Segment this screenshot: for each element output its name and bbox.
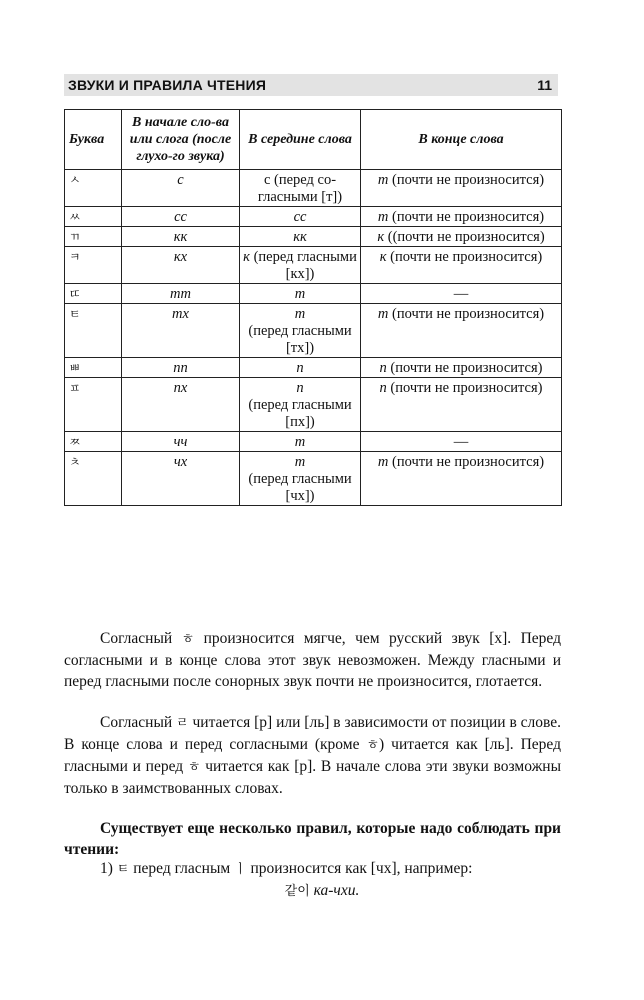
cell-final bbox=[361, 207, 562, 227]
cell-final bbox=[361, 358, 562, 378]
cell-letter: ㄲ bbox=[65, 227, 122, 247]
column-header-initial: В начале сло-ва или слога (после глухо-го звука) bbox=[122, 110, 240, 170]
cell-middle bbox=[240, 432, 361, 452]
cell-middle bbox=[240, 304, 361, 358]
middle-mark: т bbox=[294, 286, 306, 302]
final-text: (почти не произносится) bbox=[388, 306, 545, 322]
cell-middle bbox=[240, 378, 361, 432]
header-title: ЗВУКИ И ПРАВИЛА ЧТЕНИЯ bbox=[68, 77, 267, 93]
final-text: (почти не произносится) bbox=[388, 209, 545, 225]
cell-initial: с bbox=[122, 170, 240, 207]
rules-heading: Существует еще несколько правил, которые надо соблюдать при чтении: bbox=[64, 820, 561, 858]
middle-text: кк bbox=[293, 229, 307, 245]
cell-initial: сс bbox=[122, 207, 240, 227]
cell-initial: пп bbox=[122, 358, 240, 378]
cell-initial: чч bbox=[122, 432, 240, 452]
cell-final bbox=[361, 452, 562, 506]
cell-middle bbox=[240, 284, 361, 304]
hangul-h-glyph: ㅎ bbox=[366, 738, 379, 753]
final-text: (почти не произносится) bbox=[388, 454, 545, 470]
final-mark: т bbox=[377, 306, 389, 322]
middle-text: (перед гласными [кх]) bbox=[249, 249, 357, 282]
cell-final bbox=[361, 227, 562, 247]
paragraph-r-sound: Согласный ㄹ читается [р] или [ль] в зависимости от позиции в слове. В конце слова и перед согласными (кроме ㅎ) читается как [ль]. Перед гласными и перед ㅎ читается как [р]. В начале слова эти звуки возможны только в заимствованных словах. bbox=[64, 714, 562, 797]
middle-text: (перед гласными [пх]) bbox=[248, 397, 352, 430]
column-header-letter: Буква bbox=[65, 110, 122, 170]
middle-text: (перед гласными [чх]) bbox=[248, 471, 352, 504]
final-mark: т bbox=[377, 209, 389, 225]
cell-middle bbox=[240, 207, 361, 227]
cell-final bbox=[361, 304, 562, 358]
middle-mark: т bbox=[294, 454, 306, 470]
column-header-final: В конце слова bbox=[361, 110, 562, 170]
example-line bbox=[0, 880, 644, 900]
final-text: — bbox=[453, 434, 469, 450]
middle-mark: к bbox=[243, 249, 250, 265]
cell-middle bbox=[240, 247, 361, 284]
table-row bbox=[65, 452, 562, 506]
cell-letter: ㄸ bbox=[65, 284, 122, 304]
table-row bbox=[65, 170, 562, 207]
table-row bbox=[65, 358, 562, 378]
page-number: 11 bbox=[537, 77, 552, 93]
cell-letter: ㅍ bbox=[65, 378, 122, 432]
table-row bbox=[65, 207, 562, 227]
cell-final bbox=[361, 378, 562, 432]
final-mark: к bbox=[379, 249, 387, 265]
middle-mark: т bbox=[294, 306, 306, 322]
table-row bbox=[65, 284, 562, 304]
middle-mark: п bbox=[296, 380, 304, 396]
middle-text: с (перед со-гласными [т]) bbox=[257, 172, 343, 205]
cell-letter: ㅋ bbox=[65, 247, 122, 284]
middle-mark: т bbox=[294, 434, 306, 450]
final-text: (почти не произносится) bbox=[386, 380, 543, 396]
middle-text: сс bbox=[293, 209, 307, 225]
final-text: (почти не произносится) bbox=[386, 360, 543, 376]
cell-middle bbox=[240, 170, 361, 207]
cell-middle bbox=[240, 358, 361, 378]
table-row bbox=[65, 304, 562, 358]
final-text: (почти не произносится) bbox=[386, 249, 543, 265]
final-text: (почти не произносится) bbox=[388, 172, 545, 188]
column-header-middle: В середине слова bbox=[240, 110, 361, 170]
cell-initial: чх bbox=[122, 452, 240, 506]
cell-initial: кх bbox=[122, 247, 240, 284]
cell-initial: пх bbox=[122, 378, 240, 432]
cell-letter: ㅅ bbox=[65, 170, 122, 207]
cell-letter: ㅊ bbox=[65, 452, 122, 506]
table-row bbox=[65, 378, 562, 432]
rule-item-1: 1) ㅌ перед гласным ㅣ произносится как [чх], например: bbox=[100, 860, 473, 877]
cell-initial: тт bbox=[122, 284, 240, 304]
cell-initial: тх bbox=[122, 304, 240, 358]
table-header-row bbox=[65, 110, 562, 170]
consonant-table bbox=[64, 109, 562, 506]
cell-letter: ㅌ bbox=[65, 304, 122, 358]
cell-letter: ㅉ bbox=[65, 432, 122, 452]
final-mark: т bbox=[377, 454, 389, 470]
cell-final bbox=[361, 432, 562, 452]
final-mark: т bbox=[377, 172, 389, 188]
cell-middle bbox=[240, 227, 361, 247]
final-text: — bbox=[453, 286, 469, 302]
middle-mark: п bbox=[296, 360, 304, 376]
cell-final bbox=[361, 247, 562, 284]
cell-final bbox=[361, 170, 562, 207]
final-mark: п bbox=[379, 380, 387, 396]
final-text: ((почти не произносится) bbox=[384, 229, 545, 245]
middle-text: (перед гласными [тх]) bbox=[248, 323, 352, 356]
cell-initial: кк bbox=[122, 227, 240, 247]
hangul-r-glyph: ㄹ bbox=[176, 716, 189, 731]
final-mark: к bbox=[377, 229, 385, 245]
table-row bbox=[65, 227, 562, 247]
final-mark: п bbox=[379, 360, 387, 376]
hangul-th-glyph: ㅌ bbox=[116, 862, 130, 877]
paragraph-h-sound: Согласный ㅎ произносится мягче, чем русский звук [х]. Перед согласными и в конце слова этот звук невозможен. Между гласными и перед гласными после сонорных звук почти не произносится, глотается. bbox=[64, 630, 561, 690]
example-reading: ка-чхи. bbox=[313, 882, 360, 899]
example-hangul: 같이 bbox=[284, 884, 310, 899]
hangul-h-glyph: ㅎ bbox=[187, 760, 201, 775]
cell-letter: ㅆ bbox=[65, 207, 122, 227]
hangul-i-glyph: ㅣ bbox=[234, 862, 247, 877]
running-header bbox=[64, 74, 558, 96]
cell-letter: ㅃ bbox=[65, 358, 122, 378]
table-row bbox=[65, 432, 562, 452]
cell-middle bbox=[240, 452, 361, 506]
cell-final bbox=[361, 284, 562, 304]
hangul-h-glyph: ㅎ bbox=[181, 632, 195, 647]
table-row bbox=[65, 247, 562, 284]
